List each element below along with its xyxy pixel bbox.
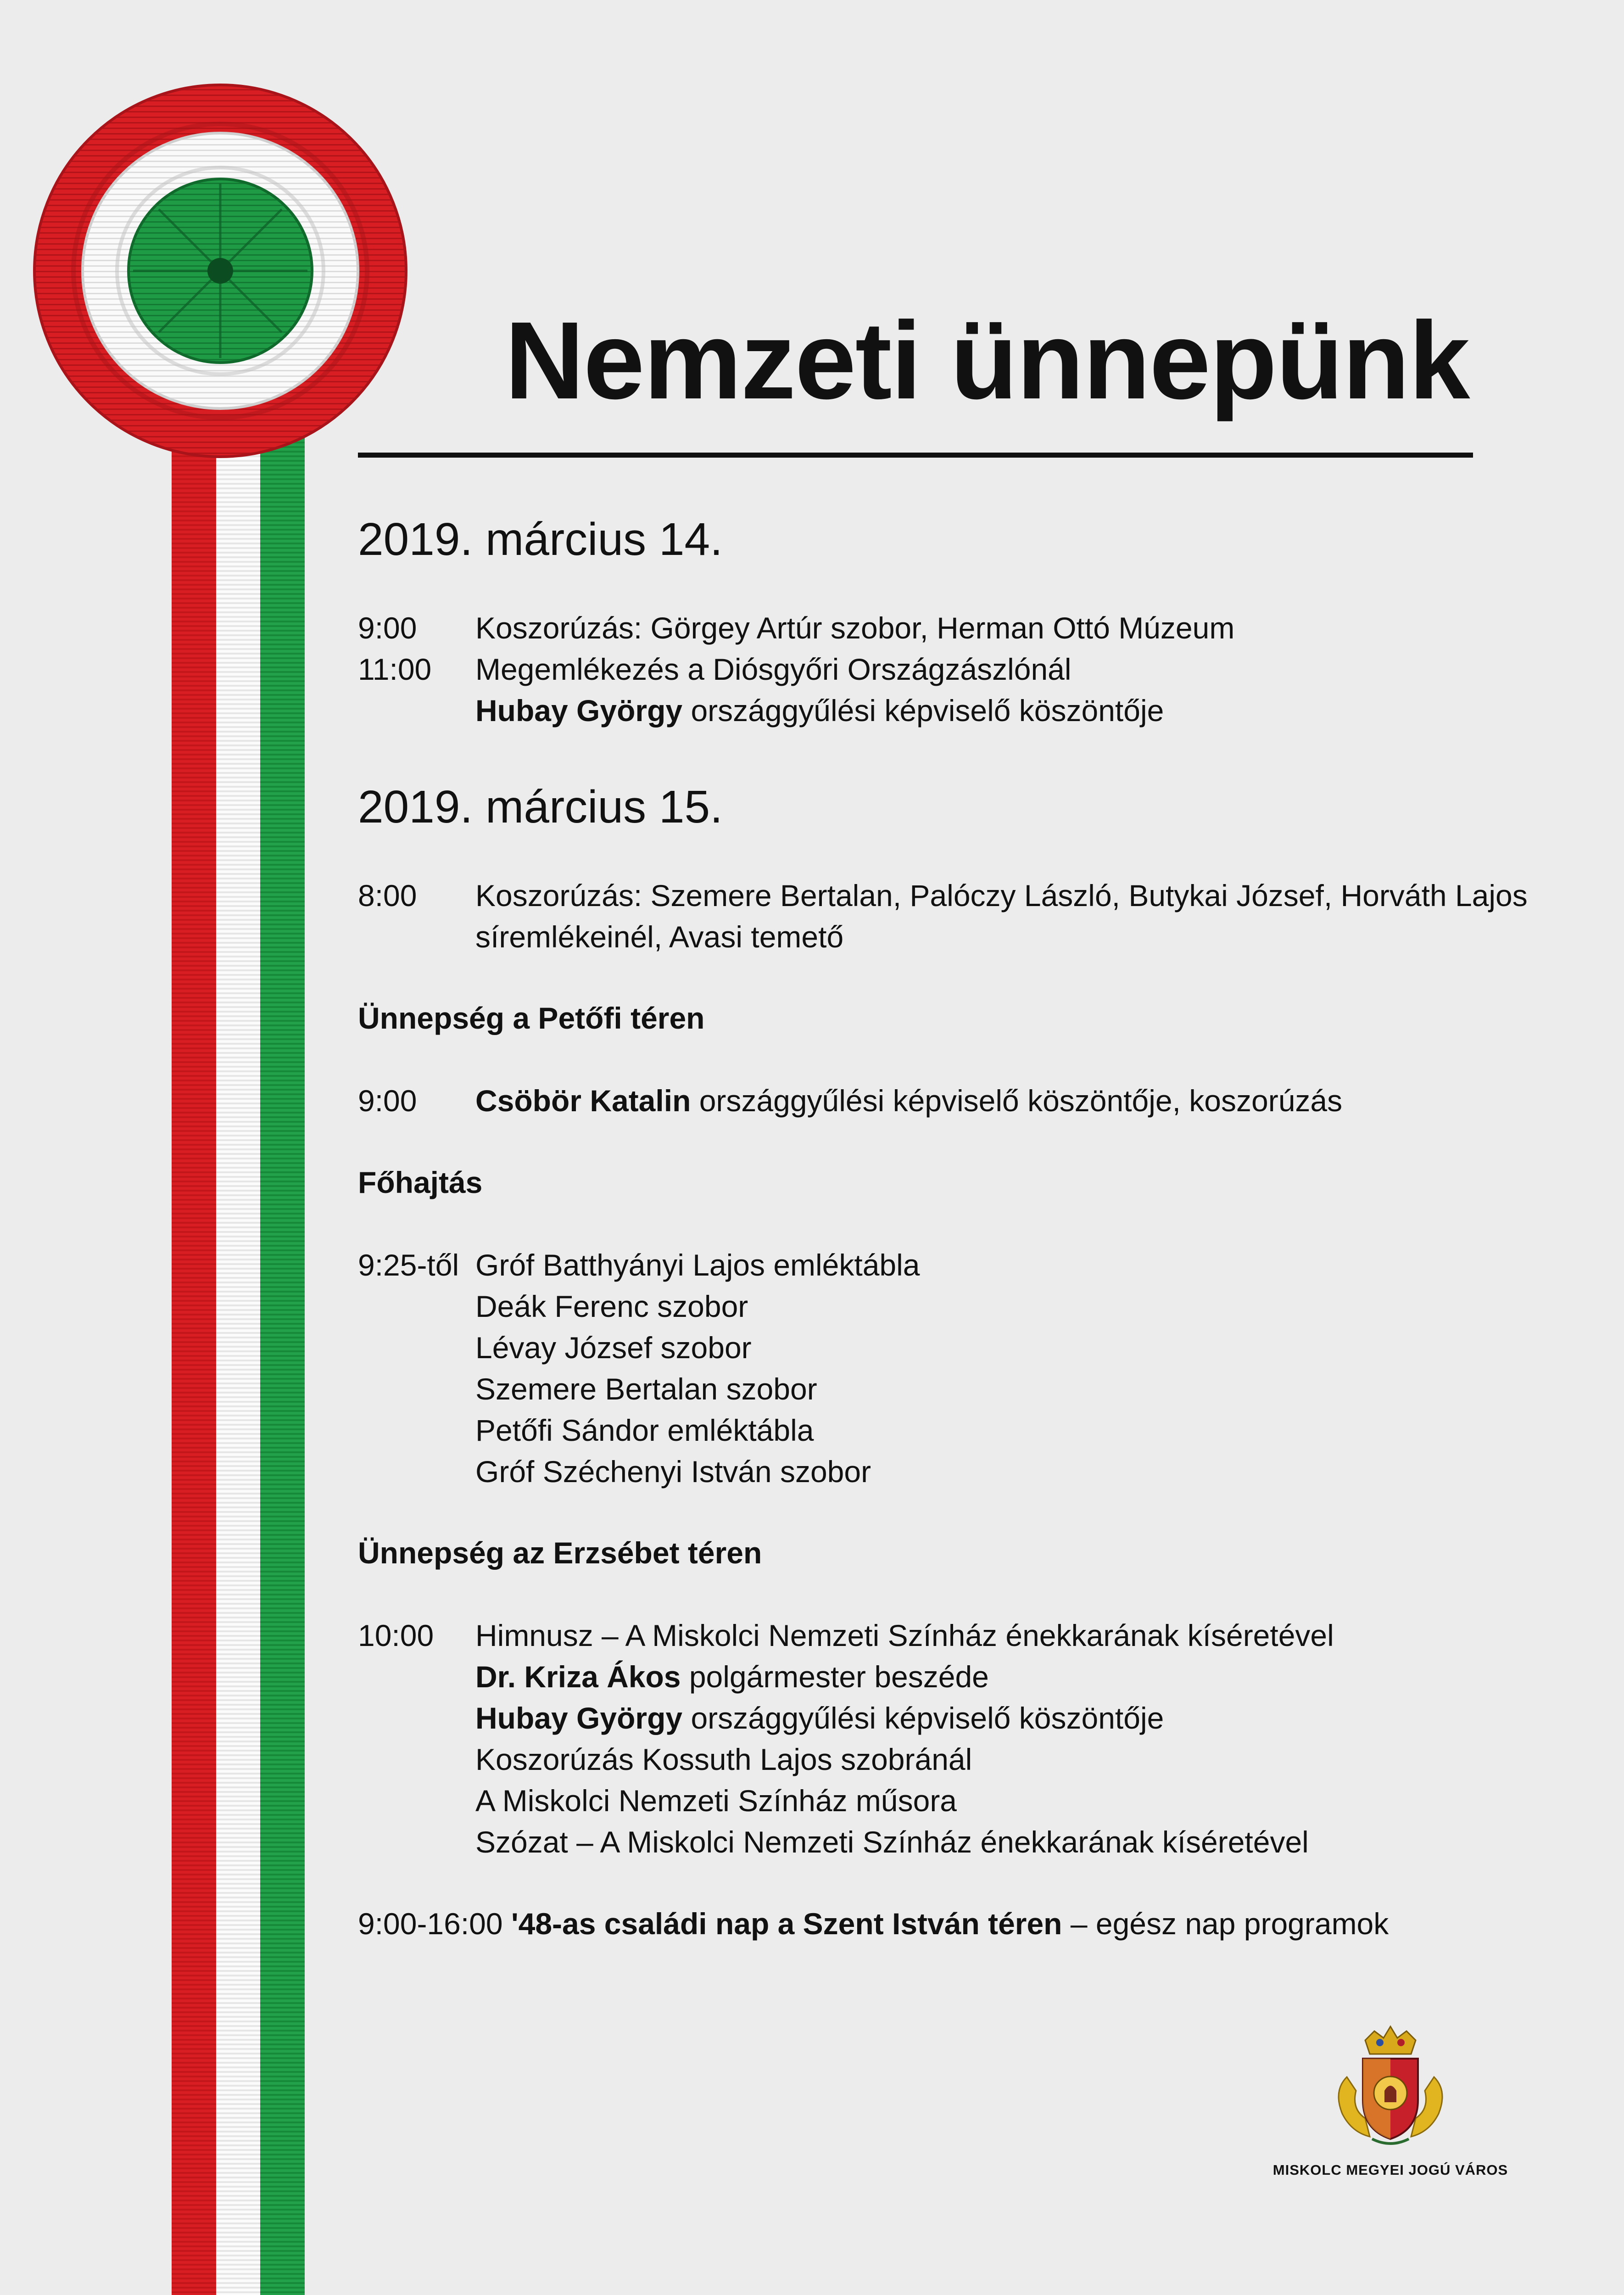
list-item xyxy=(475,1703,1164,1733)
ribbon-red-stripe xyxy=(172,404,216,2295)
list-item: Deák Ferenc szobor xyxy=(475,1289,748,1323)
program-item-text: országgyűlési képviselő köszöntője, koszorúzás xyxy=(691,1084,1343,1118)
coat-of-arms-icon xyxy=(1328,2022,1452,2150)
list-item-text: A Miskolci Nemzeti Színház műsora xyxy=(475,1784,957,1818)
list-item: Gróf Batthyányi Lajos emléktábla xyxy=(475,1248,920,1282)
family-day-text: – egész nap programok xyxy=(1062,1907,1389,1941)
page-title: Nemzeti ünnepünk xyxy=(505,299,1469,422)
program-item: síremlékeinél, Avasi temető xyxy=(475,920,844,954)
time-label: 11:00 xyxy=(358,652,432,686)
cockade-icon xyxy=(28,78,413,464)
title-divider xyxy=(358,453,1473,458)
program-item: Megemlékezés a Diósgyőri Országzászlónál xyxy=(475,652,1072,686)
list-item-text: Szózat – A Miskolci Nemzeti Színház énekkarának kíséretével xyxy=(475,1825,1309,1859)
list-item-text: Himnusz – A Miskolci Nemzeti Színház énekkarának kíséretével xyxy=(475,1618,1334,1652)
family-day-title: '48-as családi nap a Szent István téren xyxy=(511,1907,1062,1941)
city-name: MISKOLC MEGYEI JOGÚ VÁROS xyxy=(1272,2162,1508,2178)
program-item xyxy=(475,1086,1342,1116)
date-heading-day2: 2019. március 15. xyxy=(358,781,723,833)
list-item xyxy=(475,1744,972,1774)
time-label: 9:25-től xyxy=(358,1248,459,1282)
list-item-text: országgyűlési képviselő köszöntője xyxy=(682,1701,1164,1735)
tricolor-ribbon xyxy=(172,404,305,2295)
list-item xyxy=(475,1662,989,1692)
time-label: 10:00 xyxy=(358,1618,434,1652)
list-item xyxy=(475,1786,957,1816)
time-label: 9:00 xyxy=(358,1084,417,1118)
speaker-name: Hubay György xyxy=(475,694,683,728)
time-label: 8:00 xyxy=(358,879,417,912)
ribbon-green-stripe xyxy=(260,404,305,2295)
ribbon-white-stripe xyxy=(216,404,260,2295)
speaker-name: Hubay György xyxy=(475,1701,683,1735)
time-label: 9:00 xyxy=(358,611,417,645)
date-heading-day1: 2019. március 14. xyxy=(358,514,723,565)
list-item: Petőfi Sándor emléktábla xyxy=(475,1413,814,1447)
family-day-line xyxy=(358,1909,1389,1939)
program-item: Koszorúzás: Szemere Bertalan, Palóczy László, Butykai József, Horváth Lajos xyxy=(475,879,1528,912)
program-item xyxy=(475,695,1164,726)
list-item: Lévay József szobor xyxy=(475,1331,752,1365)
speaker-name: Csöbör Katalin xyxy=(475,1084,691,1118)
section-heading-erzsebet: Ünnepség az Erzsébet téren xyxy=(358,1536,762,1570)
section-heading-petofi: Ünnepség a Petőfi téren xyxy=(358,1001,705,1035)
list-item-text: polgármester beszéde xyxy=(681,1660,989,1694)
time-label: 9:00-16:00 xyxy=(358,1907,503,1941)
program-item-text: országgyűlési képviselő köszöntője xyxy=(682,694,1164,728)
list-item xyxy=(475,1827,1309,1857)
list-item: Gróf Széchenyi István szobor xyxy=(475,1455,871,1489)
section-heading-fohajtas: Főhajtás xyxy=(358,1165,483,1199)
speaker-name: Dr. Kriza Ákos xyxy=(475,1660,681,1694)
list-item: Szemere Bertalan szobor xyxy=(475,1372,817,1406)
list-item xyxy=(475,1620,1334,1651)
list-item-text: Koszorúzás Kossuth Lajos szobránál xyxy=(475,1742,972,1776)
program-item: Koszorúzás: Görgey Artúr szobor, Herman Ottó Múzeum xyxy=(475,611,1235,645)
